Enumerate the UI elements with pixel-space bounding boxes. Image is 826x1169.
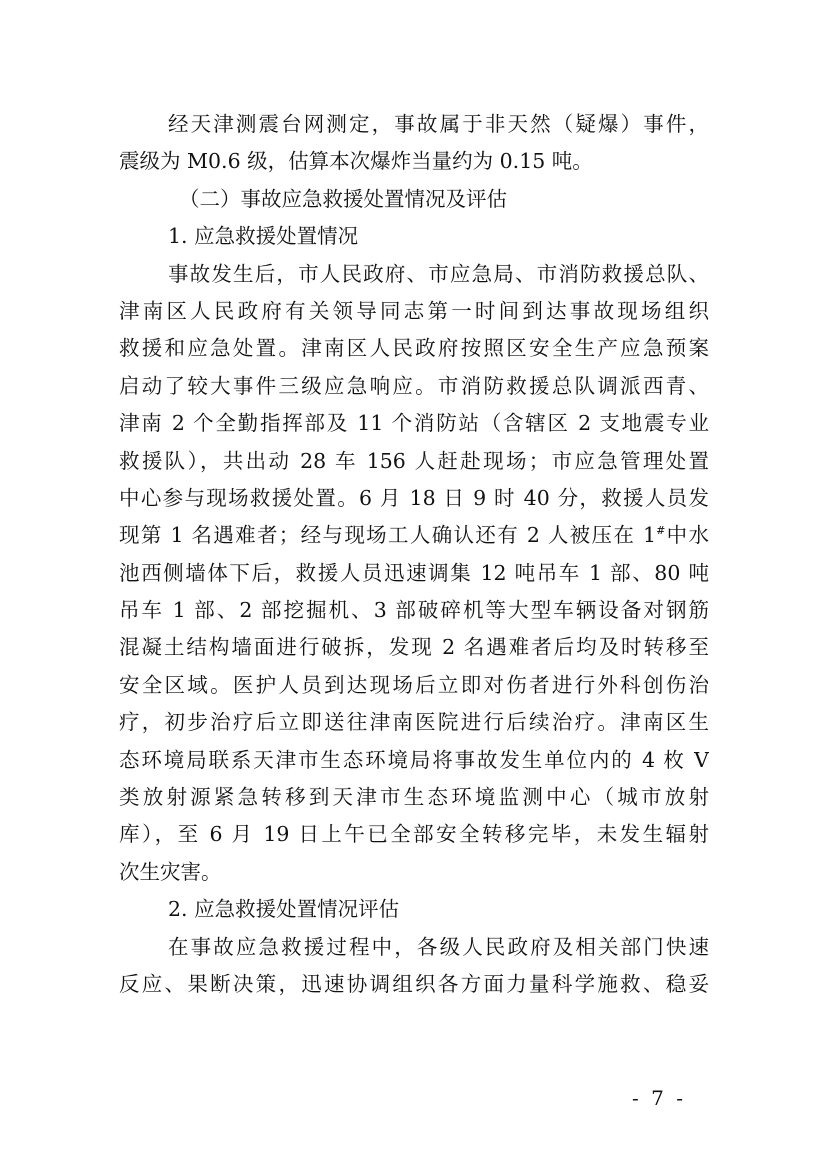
page-number: - 7 - (632, 1086, 686, 1110)
paragraph-line: 经天津测震台网测定，事故属于非天然（疑爆）事件， (168, 112, 709, 136)
paragraph-line: 态环境局联系天津市生态环境局将事故发生单位内的 4 枚 V (119, 747, 709, 772)
paragraph-line-with-superscript (119, 517, 709, 554)
paragraph-line: 反应、果断决策，迅速协调组织各方面力量科学施救、稳妥 (119, 971, 709, 996)
paragraph-line: 库），至 6 月 19 日上午已全部安全转移完毕，未发生辐射 (119, 822, 709, 847)
paragraph-line: 启动了较大事件三级应急响应。市消防救援总队调派西青、 (119, 373, 709, 398)
paragraph-line: 津南 2 个全勤指挥部及 11 个消防站（含辖区 2 支地震专业 (119, 411, 709, 436)
paragraph-line: 津南区人民政府有关领导同志第一时间到达事故现场组织 (119, 298, 709, 323)
paragraph-line: 事故发生后，市人民政府、市应急局、市消防救援总队、 (168, 261, 709, 286)
paragraph-line: 救援和应急处置。津南区人民政府按照区安全生产应急预案 (119, 336, 709, 361)
subheading-emergency-rescue: 1. 应急救援处置情况 (168, 224, 359, 249)
paragraph-line: 救援队），共出动 28 车 156 人赶赴现场；市应急管理处置 (119, 448, 709, 473)
section-heading: （二）事故应急救援处置情况及评估 (179, 186, 507, 211)
paragraph-line: 安全区域。医护人员到达现场后立即对伤者进行外科创伤治 (119, 672, 709, 697)
paragraph-line: 在事故应急救援过程中，各级人民政府及相关部门快速 (168, 934, 709, 959)
document-body (119, 106, 709, 1003)
paragraph-line: 疗，初步治疗后立即送往津南医院进行后续治疗。津南区生 (119, 710, 709, 735)
paragraph-line: 混凝土结构墙面进行破拆，发现 2 名遇难者后均及时转移至 (119, 635, 709, 660)
paragraph-line: 次生灾害。 (119, 859, 222, 884)
paragraph-line: 中心参与现场救援处置。6 月 18 日 9 时 40 分，救援人员发 (119, 485, 709, 510)
paragraph-line: 震级为 M0.6 级，估算本次爆炸当量约为 0.15 吨。 (119, 149, 593, 174)
line-text: 现第 1 名遇难者；经与现场工人确认还有 2 人被压在 1 (119, 523, 657, 548)
subheading-rescue-evaluation: 2. 应急救援处置情况评估 (168, 897, 400, 922)
superscript-mark: # (656, 524, 666, 538)
paragraph-line: 吊车 1 部、2 部挖掘机、3 部破碎机等大型车辆设备对钢筋 (119, 598, 709, 623)
paragraph-line: 池西侧墙体下后，救援人员迅速调集 12 吨吊车 1 部、80 吨 (119, 560, 709, 585)
line-text: 中水 (665, 523, 709, 548)
paragraph-line: 类放射源紧急转移到天津市生态环境监测中心（城市放射 (119, 785, 709, 810)
